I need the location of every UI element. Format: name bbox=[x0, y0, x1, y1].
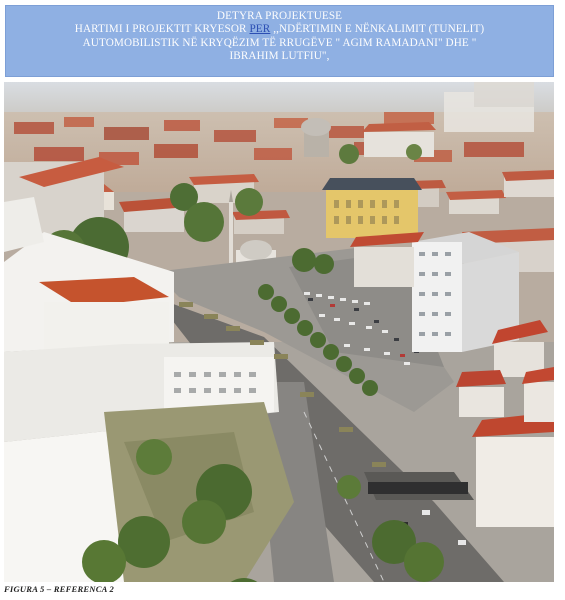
figure-caption: FIGURA 5 – REFERENCA 2 bbox=[4, 584, 114, 594]
aerial-rendering bbox=[4, 82, 554, 582]
banner-line-2-start: HARTIMI I PROJEKTIT KRYESOR bbox=[74, 23, 250, 36]
banner-line-2 bbox=[6, 23, 553, 36]
banner-line-4: IBRAHIM LUTFIU", bbox=[229, 50, 330, 63]
title-banner bbox=[5, 5, 554, 77]
banner-line-1: DETYRA PROJEKTUESE bbox=[216, 10, 343, 22]
banner-line-3: AUTOMOBILISTIK NË KRYQËZIM TË RRUGËVE " AGIM RAMADANI" DHE " bbox=[82, 36, 477, 49]
banner-line-2-end: ,,NDËRTIMIN E NËNKALIMIT (TUNELIT) bbox=[270, 23, 485, 36]
aerial-rendering-illustration bbox=[4, 82, 554, 582]
banner-link-per[interactable]: PER bbox=[249, 23, 271, 36]
